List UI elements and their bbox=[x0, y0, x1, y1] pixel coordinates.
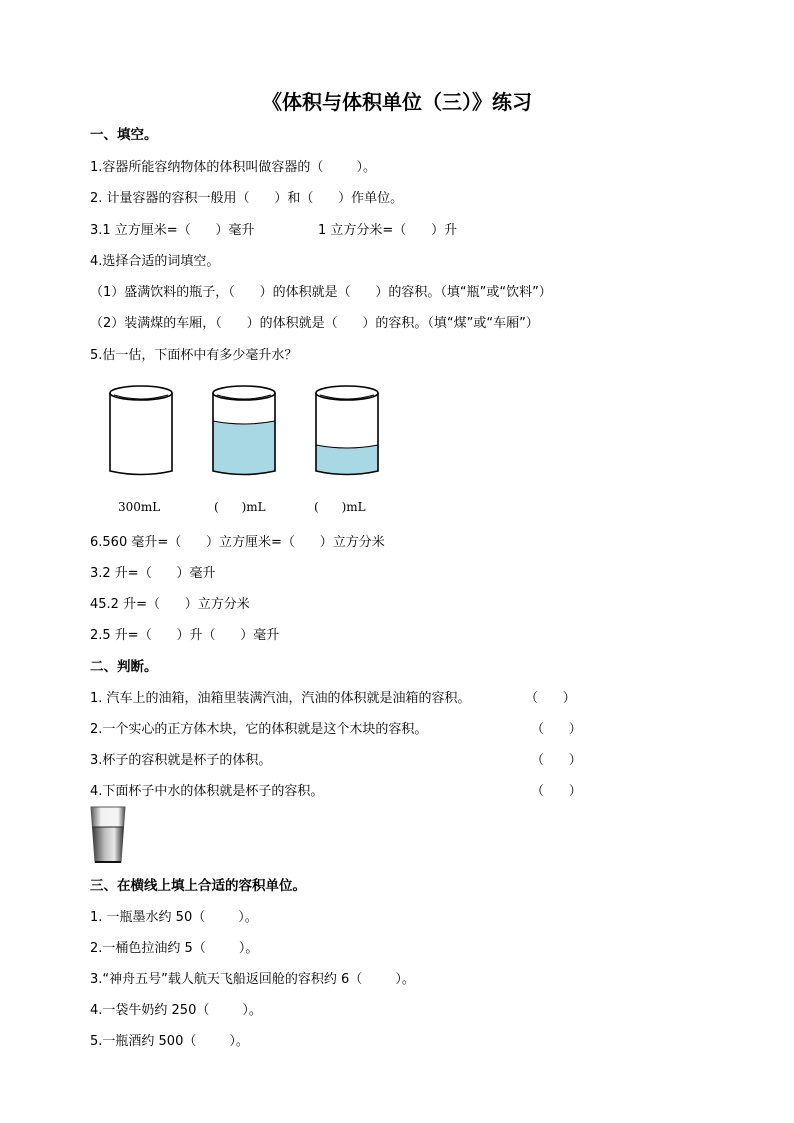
question-4-part-2: （2）装满煤的车厢，（ ）的体积就是（ ）的容积。（填“煤”或“车厢”） bbox=[90, 316, 539, 331]
judge-mark-2: （ ） bbox=[531, 722, 582, 737]
question-6b: 3.2 升=（ ）毫升 bbox=[90, 566, 216, 581]
judge-item-2: 2.一个实心的正方体木块，它的体积就是这个木块的容积。 bbox=[90, 722, 428, 737]
unit-item-3: 3.“神舟五号”载人航天飞船返回舱的容积约 6（ ）。 bbox=[90, 972, 415, 987]
cup-label-3: ( )mL bbox=[314, 500, 366, 514]
page-title: 《体积与体积单位（三）》练习 bbox=[262, 90, 532, 114]
question-2: 2. 计量容器的容积一般用（ ）和（ ）作单位。 bbox=[90, 191, 404, 206]
cup-water-high-illustration bbox=[209, 383, 279, 478]
question-6d: 2.5 升=（ ）升（ ）毫升 bbox=[90, 628, 280, 643]
section2-heading: 二、判断。 bbox=[90, 659, 158, 675]
question-6c: 45.2 升=（ ）立方分米 bbox=[90, 597, 250, 612]
question-4: 4.选择合适的词填空。 bbox=[90, 254, 220, 269]
question-5: 5.估一估，下面杯中有多少毫升水？ bbox=[90, 348, 298, 363]
judge-mark-1: （ ） bbox=[525, 691, 576, 706]
question-6a: 6.560 毫升=（ ）立方厘米=（ ）立方分米 bbox=[90, 535, 385, 550]
cup-label-1: 300mL bbox=[118, 500, 161, 514]
judge-item-1: 1. 汽车上的油箱，油箱里装满汽油，汽油的体积就是油箱的容积。 bbox=[90, 691, 471, 706]
section1-heading: 一、填空。 bbox=[90, 127, 158, 143]
question-1: 1.容器所能容纳物体的体积叫做容器的（ ）。 bbox=[90, 160, 376, 175]
judge-item-4: 4.下面杯子中水的体积就是杯子的容积。 bbox=[90, 784, 324, 799]
question-4-part-1: （1）盛满饮料的瓶子，（ ）的体积就是（ ）的容积。（填“瓶”或“饮料”） bbox=[90, 285, 552, 300]
judge-item-3: 3.杯子的容积就是杯子的体积。 bbox=[90, 753, 272, 768]
question-3a: 3.1 立方厘米=（ ）毫升 bbox=[90, 223, 255, 238]
section3-heading: 三、在横线上填上合适的容积单位。 bbox=[90, 878, 306, 894]
unit-item-2: 2.一桶色拉油约 5（ ）。 bbox=[90, 941, 259, 956]
question-3b: 1 立方分米=（ ）升 bbox=[318, 223, 458, 238]
unit-item-1: 1. 一瓶墨水约 50（ ）。 bbox=[90, 910, 258, 925]
judge-mark-3: （ ） bbox=[531, 753, 582, 768]
unit-item-5: 5.一瓶酒约 500（ ）。 bbox=[90, 1034, 249, 1049]
cup-water-low-illustration bbox=[312, 383, 382, 478]
water-glass-illustration bbox=[88, 805, 128, 865]
unit-item-4: 4.一袋牛奶约 250（ ）。 bbox=[90, 1003, 262, 1018]
cup-empty-illustration bbox=[106, 383, 176, 478]
cup-label-2: ( )mL bbox=[214, 500, 266, 514]
judge-mark-4: （ ） bbox=[531, 784, 582, 799]
